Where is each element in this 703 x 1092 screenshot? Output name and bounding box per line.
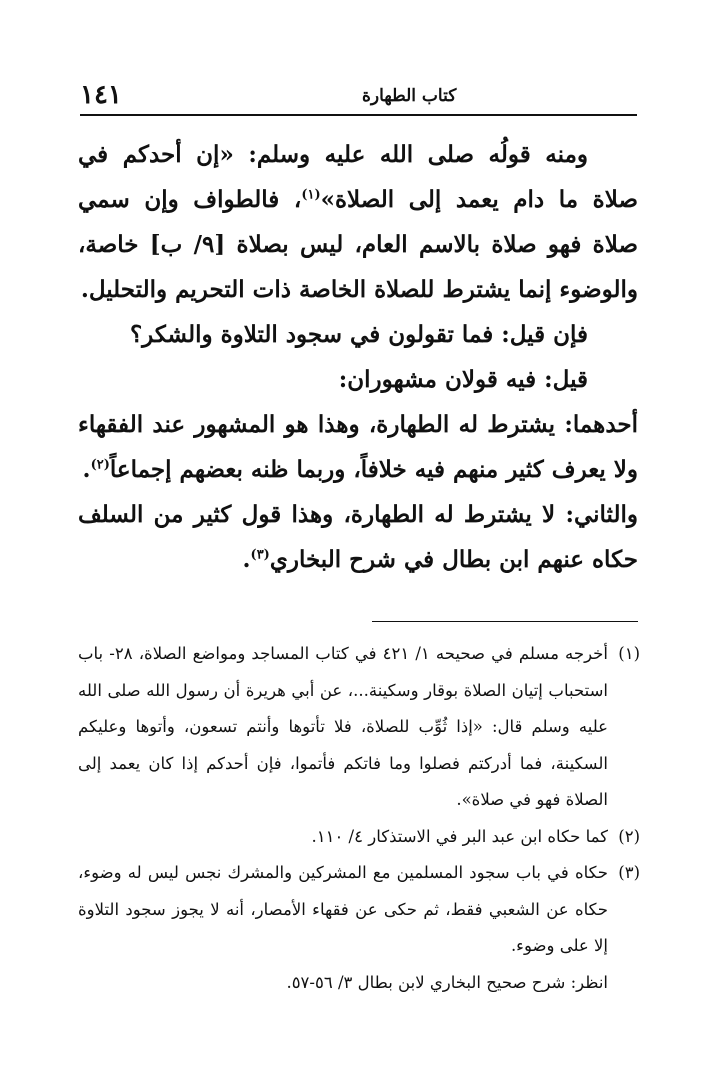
main-text — [78, 132, 638, 582]
footnote-2-text: كما حكاه ابن عبد البر في الاستذكار ٤/ ١١٠. — [311, 826, 608, 846]
page-number: ١٤١ — [80, 80, 122, 110]
footnote-3-number: (٣) — [618, 863, 640, 882]
footnote-ref-2: (٢) — [90, 457, 110, 473]
second-opinion-marker: والثاني: — [565, 501, 638, 528]
footnote-2-number: (٢) — [618, 826, 640, 846]
footnote-ref-3: (٣) — [250, 547, 270, 563]
footnotes — [78, 636, 640, 1001]
paragraph-5-text: لا يشترط له الطهارة، وهذا قول كثير من السلف حكاه عنهم ابن بطال في شرح البخاري — [78, 501, 638, 573]
paragraph-4-end: . — [82, 456, 91, 483]
paragraph-4-text: يشترط له الطهارة، وهذا هو المشهور عند الفقهاء ولا يعرف كثير منهم فيه خلافاً، وربما ظنه بعضهم إجماعاً — [78, 411, 638, 483]
paragraph-1-continuation: ، فالطواف وإن سمي صلاة فهو صلاة بالاسم العام، ليس بصلاة [٩/ ب] خاصة، والوضوء إنما يشترط للصلاة الخاصة ذات التحريم والتحليل. — [78, 186, 638, 303]
paragraph-4 — [78, 402, 638, 492]
paragraph-2-text: فما تقولون في سجود التلاوة والشكر؟ — [129, 321, 502, 348]
footnote-1-text: أخرجه مسلم في صحيحه ١/ ٤٢١ في كتاب المساجد ومواضع الصلاة، ٢٨- باب استحباب إتيان الصلاة بوقار وسكينة...، عن أبي هريرة أن رسول الله صلى الله عليه وسلم قال: «إذا ثُوِّب للصلاة، فلا تأتوها وأنتم تسعون، وأتوها وعليكم السكينة، فما أدركتم فصلوا وما فاتكم فأتموا، فإن أحدكم إذا كان يعمد إلى الصلاة فهو في صلاة». — [78, 644, 608, 809]
running-title: كتاب الطهارة — [362, 86, 457, 106]
footnote-2 — [78, 819, 640, 856]
paragraph-1 — [78, 132, 638, 312]
paragraph-5-end: . — [242, 546, 251, 573]
footnote-separator — [372, 621, 638, 622]
footnote-ref-1: (١) — [301, 187, 321, 203]
first-opinion-marker: أحدهما: — [564, 411, 638, 438]
footnote-1 — [78, 636, 640, 819]
question-marker: فإن قيل: — [501, 321, 588, 348]
paragraph-5 — [78, 492, 638, 582]
footnote-1-number: (١) — [618, 644, 640, 663]
paragraph-3 — [78, 357, 638, 402]
answer-marker: قيل: — [544, 366, 588, 393]
paragraph-1-text: ومنه قولُه صلى الله عليه وسلم: «إن أحدكم في صلاة ما دام يعمد إلى الصلاة» — [78, 141, 638, 213]
page-header — [80, 78, 637, 116]
footnote-3-text: حكاه في باب سجود المسلمين مع المشركين والمشرك نجس ليس له وضوء، حكاه عن الشعبي فقط، ثم حكى عن فقهاء الأمصار، أنه لا يجوز سجود التلاوة إلا على وضوء. — [78, 863, 608, 955]
footnote-3 — [78, 855, 640, 965]
footnote-3-reference: انظر: شرح صحيح البخاري لابن بطال ٣/ ٥٦-٥٧. — [286, 972, 608, 992]
paragraph-2 — [78, 312, 638, 357]
paragraph-3-text: فيه قولان مشهوران: — [338, 366, 545, 393]
